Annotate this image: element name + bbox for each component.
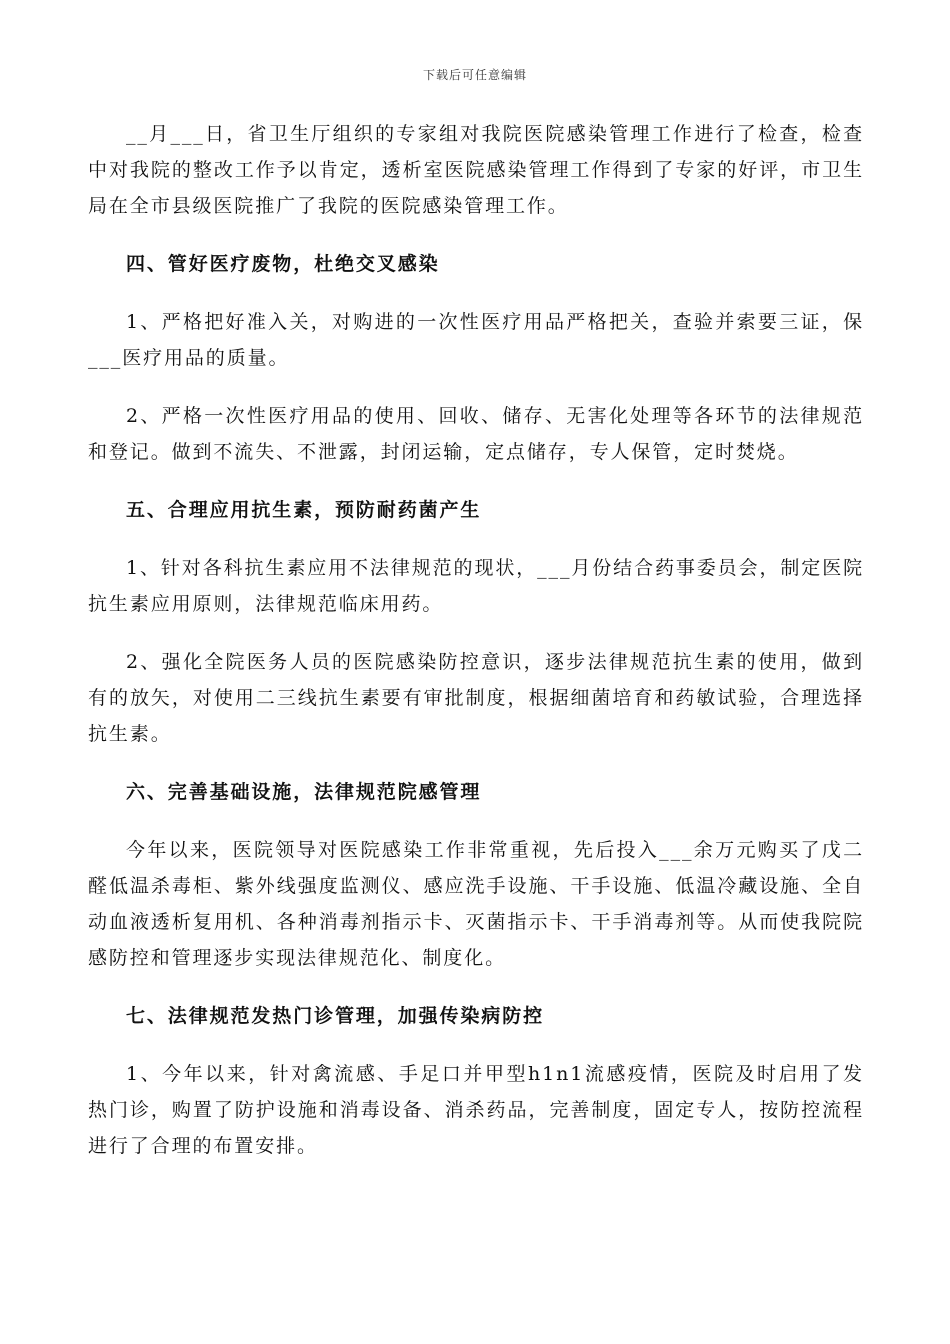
paragraph-7-1: 1、今年以来，针对禽流感、手足口并甲型h1n1流感疫情，医院及时启用了发热门诊，购置了防护设施和消毒设备、消杀药品，完善制度，固定专人，按防控流程进行了合理的布置安排。 [88, 1063, 864, 1157]
paragraph-4-2: 2、严格一次性医疗用品的使用、回收、储存、无害化处理等各环节的法律规范和登记。做到不流失、不泄露，封闭运输，定点储存，专人保管，定时焚烧。 [88, 405, 864, 463]
section-heading-4: 四、管好医疗废物，杜绝交叉感染 [126, 253, 440, 275]
paragraph-4-1: 1、严格把好准入关，对购进的一次性医疗用品严格把关，查验并索要三证，保___医疗用品的质量。 [88, 311, 864, 369]
section-heading-6: 六、完善基础设施，法律规范院感管理 [126, 781, 482, 803]
paragraph-intro: __月___日，省卫生厅组织的专家组对我院医院感染管理工作进行了检查，检查中对我院的整改工作予以肯定，透析室医院感染管理工作得到了专家的好评，市卫生局在全市县级医院推广了我院的医院感染管理工作。 [88, 123, 864, 217]
page-header-note: 下载后可任意编辑 [422, 68, 527, 82]
paragraph-6-1: 今年以来，医院领导对医院感染工作非常重视，先后投入___余万元购买了戊二醛低温杀毒柜、紫外线强度监测仪、感应洗手设施、干手设施、低温冷藏设施、全自动血液透析复用机、各种消毒剂指示卡、灭菌指示卡、干手消毒剂等。从而使我院院感防控和管理逐步实现法律规范化、制度化。 [88, 839, 864, 969]
paragraph-5-2: 2、强化全院医务人员的医院感染防控意识，逐步法律规范抗生素的使用，做到有的放矢，对使用二三线抗生素要有审批制度，根据细菌培育和药敏试验，合理选择抗生素。 [88, 651, 864, 745]
section-heading-5: 五、合理应用抗生素，预防耐药菌产生 [126, 499, 482, 521]
document-body [88, 116, 864, 1186]
section-heading-7: 七、法律规范发热门诊管理，加强传染病防控 [126, 1005, 545, 1027]
paragraph-5-1: 1、针对各科抗生素应用不法律规范的现状，___月份结合药事委员会，制定医院抗生素应用原则，法律规范临床用药。 [88, 557, 864, 615]
